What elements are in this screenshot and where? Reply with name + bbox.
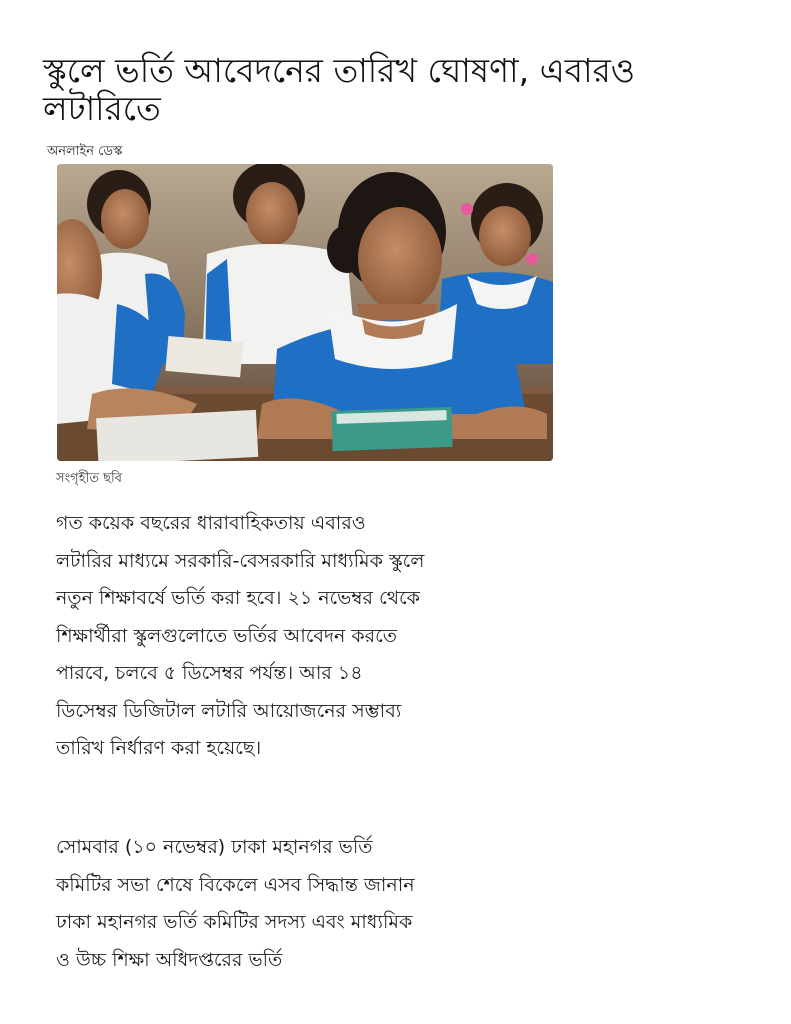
article-byline: অনলাইন ডেস্ক <box>47 144 123 159</box>
body-paragraph: গত কয়েক বছরের ধারাবাহিকতায় এবারও লটারির মাধ্যমে সরকারি-বেসরকারি মাধ্যমিক স্কুলে নতুন শিক্ষাবর্ষে ভর্তি করা হবে। ২১ নভেম্বর থেকে শিক্ষার্থীরা স্কুলগুলোতে ভর্তির আবেদন করতে পারবে, চলবে ৫ ডিসেম্বর পর্যন্ত। আর ১৪ ডিসেম্বর ডিজিটাল লটারি আয়োজনের সম্ভাব্য তারিখ নির্ধারণ করা হয়েছে। <box>56 512 425 759</box>
article-photo <box>57 164 553 461</box>
article-headline: স্কুলে ভর্তি আবেদনের তারিখ ঘোষণা, এবারও লটারিতে <box>43 51 636 128</box>
body-paragraph: সোমবার (১০ নভেম্বর) ঢাকা মহানগর ভর্তি কমিটির সভা শেষে বিকেলে এসব সিদ্ধান্ত জানান ঢাকা মহানগর ভর্তি কমিটির সদস্য এবং মাধ্যমিক ও উচ্চ শিক্ষা অধিদপ্তরের ভর্তি <box>56 836 415 971</box>
classroom-photo-illustration <box>57 164 553 461</box>
image-caption: সংগৃহীত ছবি <box>56 471 122 486</box>
